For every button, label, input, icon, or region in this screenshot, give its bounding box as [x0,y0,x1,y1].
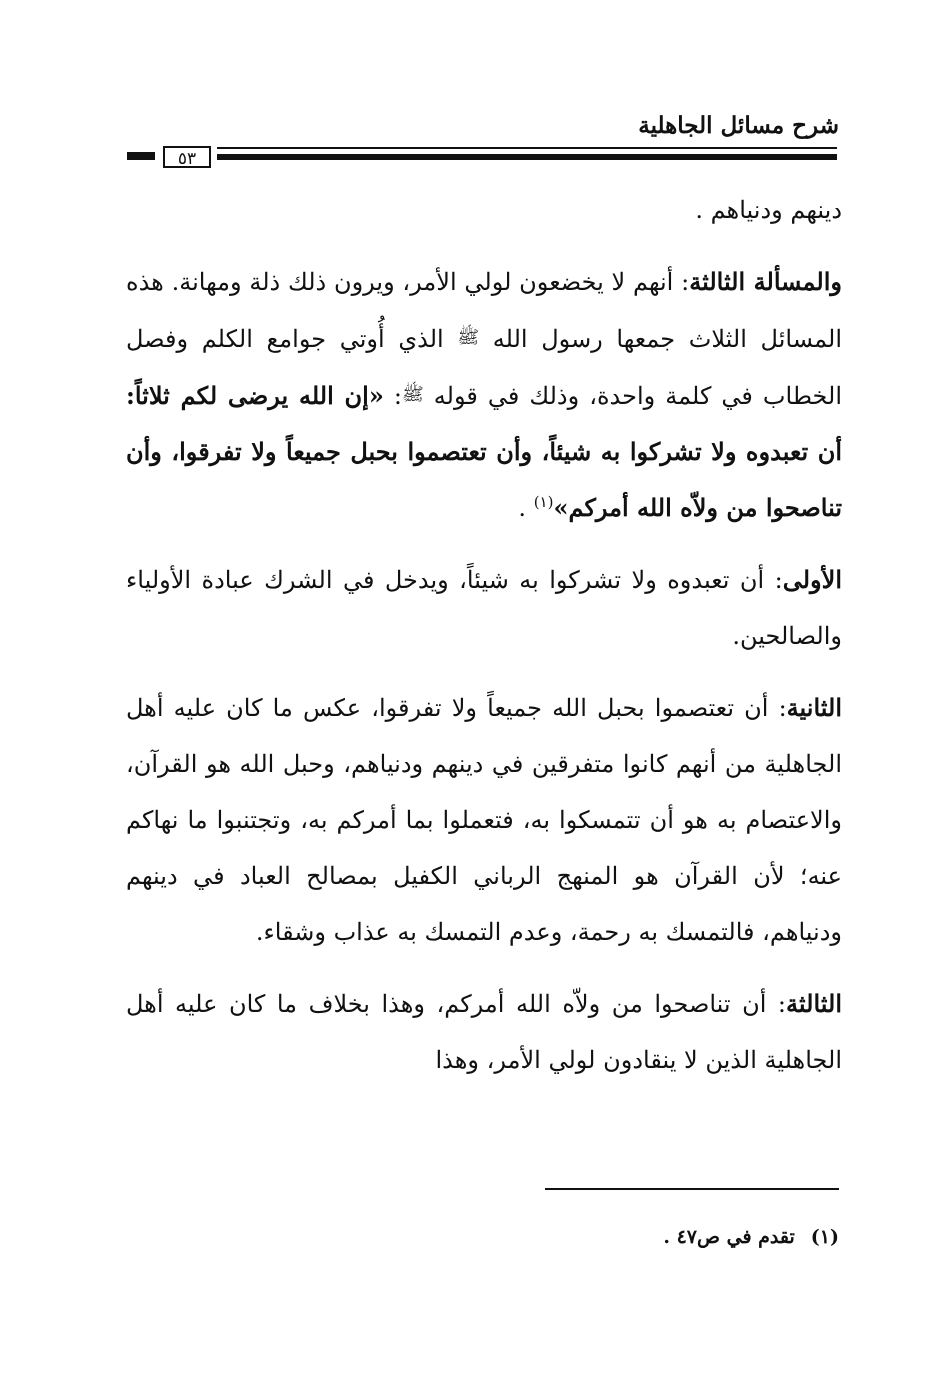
header-rule-end-mark [127,152,155,160]
paragraph-third [126,976,842,1088]
paragraph-first [126,552,842,664]
paragraph-text: الذي أُوتي جوامع الكلم وفصل الخطاب في كلمة واحدة، وذلك في قوله [126,325,842,410]
footnote [663,1226,839,1248]
paragraph-continuation [126,182,842,238]
paragraph-text: : أن تعتصموا بحبل الله جميعاً ولا تفرقوا، عكس ما كان عليه أهل الجاهلية من أنهم كانوا متفرقين في دينهم ودنياهم، وحبل الله هو القرآن، والاعتصام به هو أن تتمسكوا به، فتعملوا بما أمركم به، وتجتنبوا ما نهاكم عنه؛ لأن القرآن هو المنهج الرباني الكفيل بمصالح العباد في دينهم ودنياهم، فالتمسك به رحمة، وعدم التمسك به عذاب وشقاء. [126,694,842,946]
footnote-reference[interactable]: (١) [533,493,554,511]
running-title: شرح مسائل الجاهلية [638,112,839,139]
paragraph-text: : أن تعبدوه ولا تشركوا به شيئاً، ويدخل في الشرك عبادة الأولياء والصالحين. [126,566,842,650]
paragraph-text: : أنهم لا يخضعون لولي الأمر، ويرون ذلك ذلة ومهانة. هذه المسائل الثلاث جمعها رسول الله [126,268,842,353]
header-rule-thick-line [217,154,837,160]
footnote-text: تقدم في ص٤٧ . [663,1226,795,1248]
paragraph-lead: والمسألة الثالثة [689,267,842,296]
header-rule [127,146,837,170]
paragraph-lead: الثانية [786,693,842,722]
paragraph-lead: الثالثة [786,989,842,1018]
paragraph-text: : أن تناصحوا من ولاّه الله أمركم، وهذا بخلاف ما كان عليه أهل الجاهلية الذين لا ينقادون لولي الأمر، وهذا [126,990,842,1074]
paragraph-lead: الأولى [782,565,842,594]
paragraph-text: . [518,494,527,522]
main-text [126,182,842,1104]
footnote-separator [545,1188,839,1190]
paragraph-second [126,680,842,960]
salutation-mark: ﷺ [401,384,424,405]
footnote-number: (١) [810,1226,839,1248]
paragraph-text: : [393,382,402,410]
page-number: ٥٣ [163,146,211,168]
header-rule-thin-line [217,147,837,149]
paragraph-text: دينهم ودنياهم . [695,196,842,224]
paragraph-third-issue [126,254,842,536]
hadith-quote: «إن الله يرضى لكم ثلاثاً: أن تعبدوه ولا تشركوا به شيئاً، وأن تعتصموا بحبل جميعاً ولا تفرقوا، وأن تناصحوا من ولاّه الله أمركم» [126,381,842,522]
salutation-mark: ﷺ [457,327,480,348]
